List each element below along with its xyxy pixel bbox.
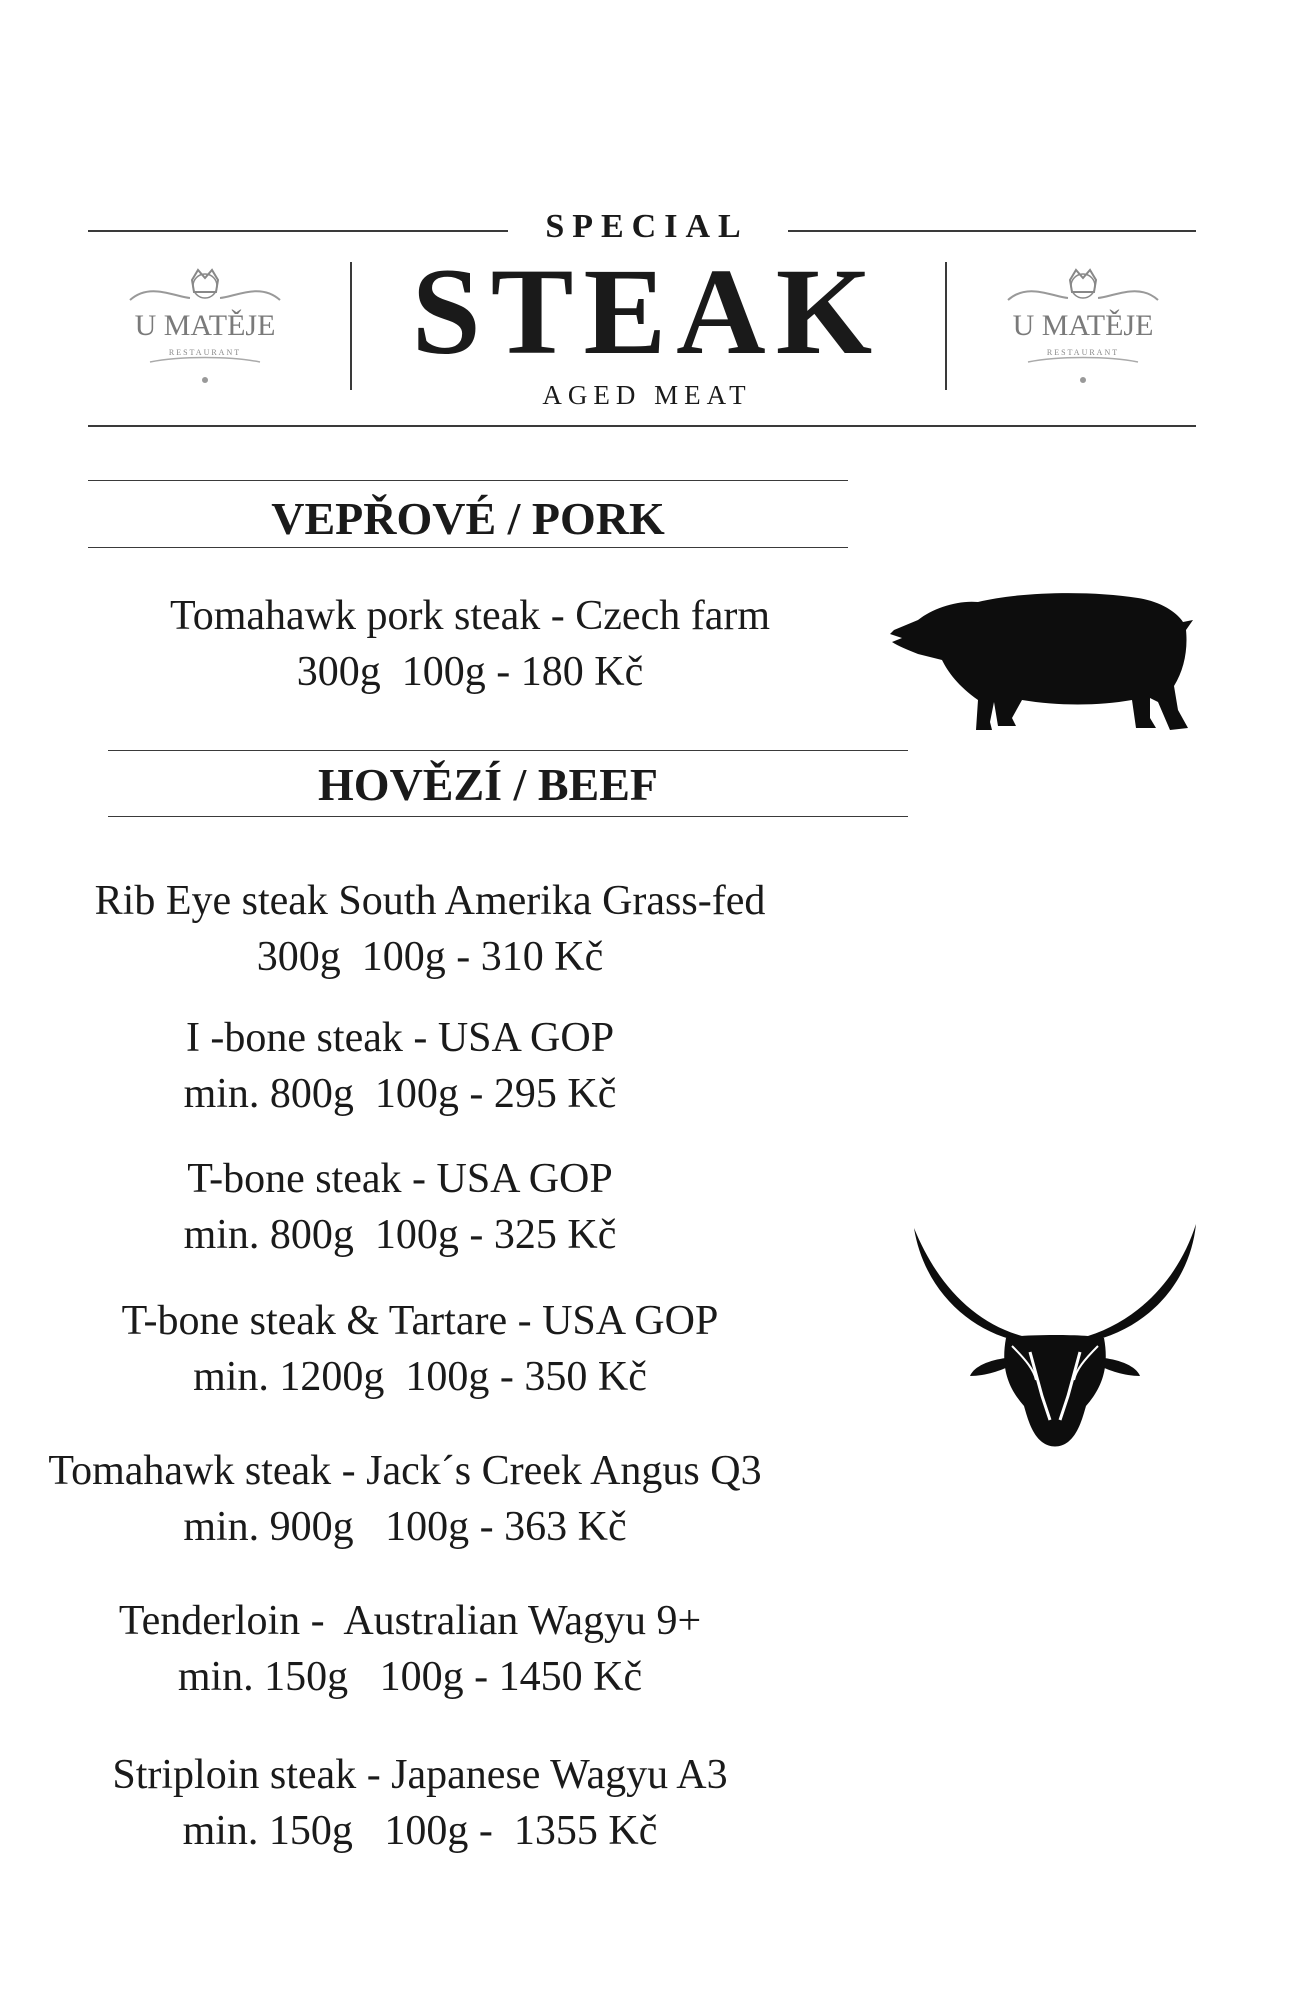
header-rule-bottom (88, 425, 1196, 427)
logo-subtext: RESTAURANT (1046, 348, 1120, 357)
item-name: Tenderloin - Australian Wagyu 9+ (118, 1598, 702, 1644)
item-name: Striploin steak - Japanese Wagyu A3 (112, 1752, 728, 1798)
menu-item (50, 1151, 750, 1263)
item-name: T-bone steak & Tartare - USA GOP (121, 1298, 719, 1344)
menu-item (50, 1010, 750, 1122)
item-price: min. 150g 100g - 1450 Kč (177, 1654, 643, 1700)
item-price: min. 150g 100g - 1355 Kč (182, 1808, 658, 1854)
pork-heading: VEPŘOVÉ / PORK (271, 493, 665, 544)
item-name: Tomahawk pork steak - Czech farm (170, 593, 770, 639)
page-title: STEAK (411, 243, 883, 380)
beef-rule-top (108, 750, 908, 751)
page-subtitle: AGED MEAT (542, 380, 752, 410)
menu-item (50, 1593, 770, 1705)
special-label: SPECIAL (545, 208, 749, 245)
item-price: 300g 100g - 310 Kč (256, 934, 604, 980)
logo-text: U MATĚJE (1012, 309, 1154, 342)
logo-text: U MATĚJE (134, 309, 276, 342)
menu-item (50, 1747, 790, 1859)
logo-subtext: RESTAURANT (168, 348, 242, 357)
logo-right (998, 262, 1168, 392)
item-price: min. 1200g 100g - 350 Kč (193, 1354, 647, 1400)
beef-rule-bottom (108, 816, 908, 817)
beef-heading: HOVĚZÍ / BEEF (318, 759, 658, 810)
menu-item (50, 1293, 790, 1405)
pork-rule-bottom (88, 547, 848, 548)
item-name: Tomahawk steak - Jack´s Creek Angus Q3 (48, 1448, 762, 1494)
item-price: min. 800g 100g - 325 Kč (183, 1212, 617, 1258)
item-price: min. 800g 100g - 295 Kč (183, 1071, 617, 1117)
pork-rule-top (88, 480, 848, 481)
item-name: T-bone steak - USA GOP (187, 1156, 613, 1202)
bull-head-icon (910, 1220, 1200, 1460)
logo-left (120, 262, 290, 392)
item-price: min. 900g 100g - 363 Kč (183, 1504, 627, 1550)
item-name: Rib Eye steak South Amerika Grass-fed (94, 878, 766, 924)
item-name: I -bone steak - USA GOP (185, 1015, 615, 1061)
item-price: 300g 100g - 180 Kč (296, 649, 644, 695)
menu-item (50, 873, 810, 985)
menu-item (20, 1443, 790, 1555)
menu-item (70, 588, 870, 700)
pig-icon (888, 590, 1198, 735)
